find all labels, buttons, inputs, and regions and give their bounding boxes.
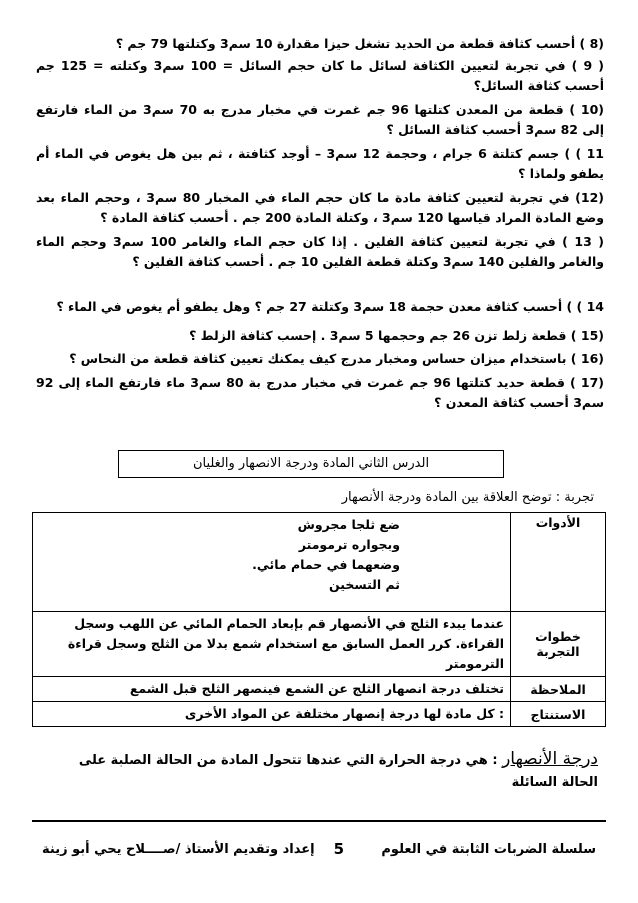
tools-line: وبجواره ترمومتر — [298, 537, 400, 552]
experiment-label: تجربة : توضح العلاقة بين المادة ودرجة الأنصهار — [341, 490, 594, 505]
conclusion-cell: : كل مادة لها درجة إنصهار مختلفة عن المواد الأخرى — [33, 702, 511, 727]
table-row — [33, 612, 606, 677]
observation-cell: تختلف درجة انصهار الثلج عن الشمع فينصهر الثلج قبل الشمع — [33, 677, 511, 702]
table-row — [33, 702, 606, 727]
page-number: 5 — [333, 840, 344, 858]
lesson-title: الدرس الثاني المادة ودرجة الانصهار والغليان — [118, 450, 504, 478]
question-17: (17 ) قطعة حديد كتلتها 96 جم غمرت في مخبار مدرج بة 80 سم3 ماء فارتفع الماء إلى 92 سم3 أحسب كثافة المعدن ؟ — [36, 375, 605, 410]
footer-divider — [32, 820, 606, 822]
definition-text: : هي درجة الحرارة التي عندها تتحول المادة من الحالة الصلبة على الحالة السائلة — [78, 753, 598, 790]
question-9: ( 9 ) في تجربة لتعيين الكثافة لسائل ما كان حجم السائل = 100 سم3 وكتلته = 125 جم أحسب كثافة السائل؟ — [36, 58, 604, 93]
question-15: (15 ) قطعة زلط تزن 26 جم وحجمها 5 سم3 . إحسب كثافة الزلط ؟ — [189, 328, 604, 343]
tools-line: ضع ثلجا مجروش — [297, 517, 400, 532]
question-10: (10 ) قطعة من المعدن كتلتها 96 جم غمرت في مخبار مدرج به 70 سم3 من الماء فارتفع إلى 82 سم3 أحسب كثافة السائل ؟ — [36, 102, 604, 137]
steps-heading: خطوات التجربة — [511, 612, 606, 677]
question-16: (16 ) باستخدام ميزان حساس ومخبار مدرج كيف يمكنك تعيين كثافة قطعة من النحاس ؟ — [69, 351, 604, 366]
question-11: 11 ) ) جسم كتلتة 6 جرام ، وحجمة 12 سم3 – أوجد كثافتة ، ثم بين هل يغوص في الماء أم يطفو ولماذا ؟ — [36, 146, 604, 181]
definition-term: درجة الأنصهار — [502, 749, 598, 769]
table-row — [33, 677, 606, 702]
footer — [32, 842, 606, 864]
tools-line: ثم التسخين — [328, 577, 400, 592]
conclusion-heading: الاستنتاج — [511, 702, 606, 727]
question-12: (12) في تجربة لتعيين كثافة مادة ما كان حجم الماء في المخبار 80 سم3 ، وحجم الماء بعد وضع المادة المراد قياسها 120 سم3 ، وكتلة المادة 200 جم . أحسب كثافة المادة ؟ — [36, 190, 604, 225]
tools-line: وضعهما في حمام مائي. — [252, 557, 400, 572]
author-credit: إعداد وتقديم الأستاذ /صــــلاح يحي أبو زينة — [42, 842, 315, 857]
question-14: 14 ) ) أحسب كثافة معدن حجمة 18 سم3 وكتلتة 27 جم ؟ وهل يطفو أم يغوص في الماء ؟ — [56, 299, 604, 314]
tools-cell — [33, 513, 511, 612]
question-13: ( 13 ) في تجربة لتعيين كثافة الفلين . إذا كان حجم الماء والغامر 100 سم3 وحجم الماء والغامر والفلين 140 سم3 وكتلة قطعة الفلين 10 جم . أحسب كثافة الفلين ؟ — [36, 234, 604, 269]
series-title: سلسلة الضربات الثابتة في العلوم — [381, 842, 596, 857]
question-8: (8 ) أحسب كثافة قطعة من الحديد تشغل حيزا مقدارة 10 سم3 وكتلتها 79 جم ؟ — [115, 36, 604, 51]
table-row — [33, 513, 606, 612]
definition — [38, 748, 598, 794]
tools-heading: الأدوات — [511, 513, 606, 612]
experiment-table — [32, 512, 606, 727]
steps-cell: عندما يبدء الثلج في الأنصهار قم بإبعاد الحمام المائي عن اللهب وسجل القراءة. كرر العمل السابق مع استخدام شمع بدلا من الثلج وسجل قراءة الترمومتر — [33, 612, 511, 677]
observation-heading: الملاحظة — [511, 677, 606, 702]
